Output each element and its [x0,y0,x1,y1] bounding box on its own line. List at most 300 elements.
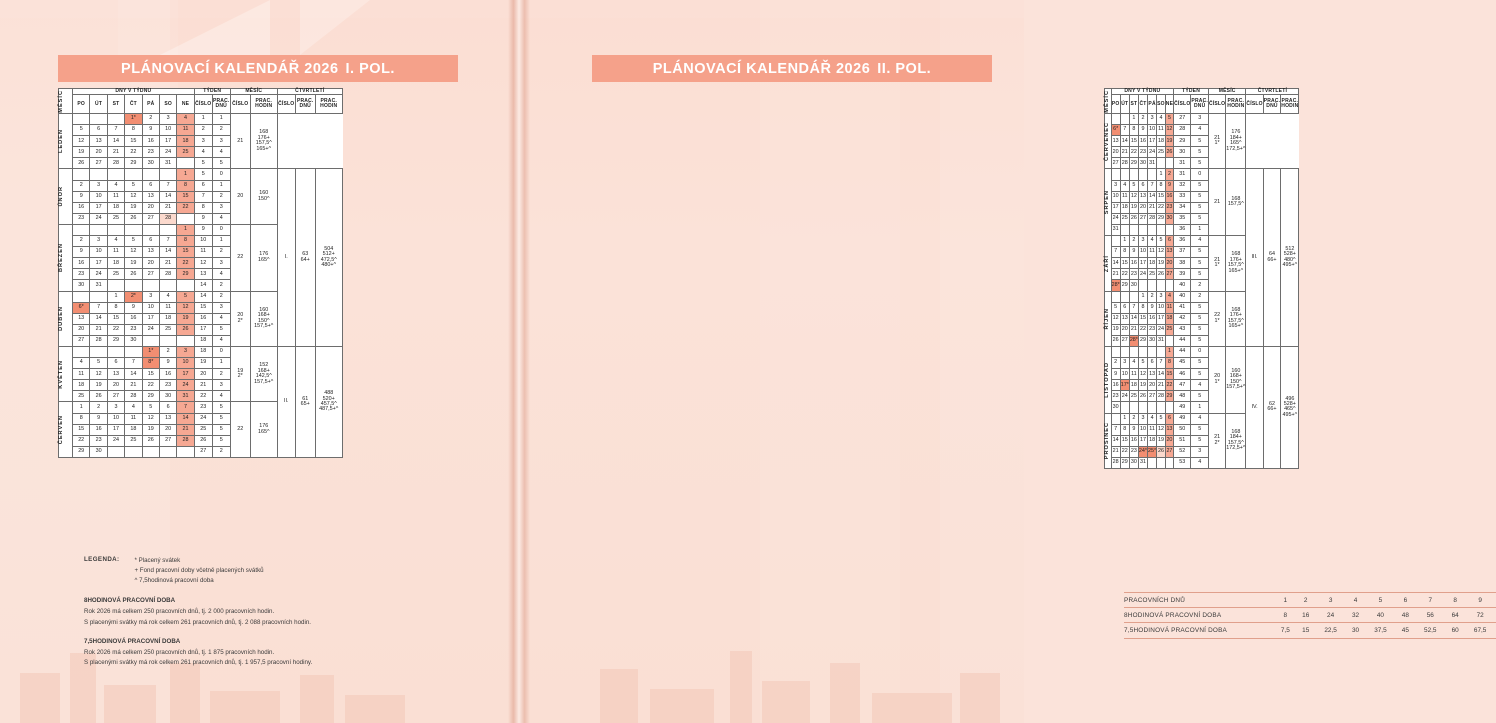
header-week-cislo: ČÍSLO [194,95,212,114]
day-cell: 8 [1120,247,1129,258]
week-number: 33 [1174,191,1191,202]
day-cell [1120,402,1129,413]
day-cell: 11 [125,413,142,424]
day-cell: 21 [107,147,124,158]
day-cell: 10 [1111,191,1120,202]
week-number: 4 [194,147,212,158]
day-cell: 23 [1148,324,1157,335]
day-cell: 16 [1148,313,1157,324]
day-cell: 19 [90,380,107,391]
summary-value: 6 [1396,593,1414,608]
day-cell: 6 [142,180,159,191]
header-week-group: TÝDEN [1174,89,1209,95]
month-workdays: 21 1* [1208,114,1225,169]
day-cell: 15 [1138,313,1147,324]
day-cell: 5 [142,402,159,413]
header-weekday-st: ST [1129,95,1138,114]
day-cell: 17 [1157,313,1166,324]
header-weekday-ne: NE [177,95,194,114]
day-cell: 4 [1120,180,1129,191]
month-workdays: 21 [230,114,250,169]
day-cell: 26 [1129,213,1138,224]
month-workhours: 176 184+ 165^ 172,5+^ [1226,114,1246,169]
summary-row [1124,623,1496,638]
day-cell: 21 [1148,202,1157,213]
calendar-week-row [59,136,343,147]
month-workhours: 160 168+ 150^ 157,5+^ [250,291,277,346]
day-cell: 11 [107,191,124,202]
day-cell: 12 [1157,247,1166,258]
day-cell: 20 [1165,258,1173,269]
calendar-week-row [1105,125,1299,136]
header-week-group: TÝDEN [194,89,230,95]
day-cell: 23 [1129,446,1138,457]
week-number: 32 [1174,180,1191,191]
day-cell: 18 [107,258,124,269]
day-cell: 21 [1111,269,1120,280]
day-cell: 25* [1148,446,1157,457]
day-cell: 16 [1129,258,1138,269]
month-workdays: 21 1* [1208,236,1225,291]
day-cell: 27 [1165,446,1173,457]
week-number: 43 [1174,324,1191,335]
day-cell: 8* [142,358,159,369]
day-cell: 23 [1111,391,1120,402]
calendar-table-second-half [1104,88,1299,469]
day-cell: 23 [1138,147,1147,158]
day-cell: 1 [1120,413,1129,424]
day-cell: 10 [1138,424,1147,435]
day-cell: 21 [159,202,176,213]
day-cell: 8 [73,413,90,424]
day-cell: 4 [107,180,124,191]
day-cell [1148,169,1157,180]
day-cell: 15 [1120,258,1129,269]
month-workhours: 168 176+ 157,5^ 165+^ [250,114,277,169]
day-cell: 29 [1157,213,1166,224]
day-cell: 25 [73,391,90,402]
day-cell: 29 [177,269,194,280]
week-workdays: 5 [1191,136,1209,147]
day-cell: 18 [125,424,142,435]
month-workdays: 21 [1208,169,1225,236]
day-cell [1138,224,1147,235]
day-cell [1148,402,1157,413]
day-cell: 28 [1120,158,1129,169]
month-workdays: 20 [230,169,250,224]
day-cell: 21 [177,424,194,435]
day-cell: 20 [159,424,176,435]
week-number: 26 [194,435,212,446]
header-week-pracdnu: PRAC. DNŮ [1191,95,1209,114]
day-cell [73,169,90,180]
day-cell [142,224,159,235]
day-cell: 5 [1165,114,1173,125]
week-number: 10 [194,236,212,247]
week-workdays: 1 [212,358,230,369]
day-cell [73,224,90,235]
day-cell: 24 [142,324,159,335]
day-cell [1111,291,1120,302]
month-workhours: 160 150^ [250,169,277,224]
left-page-title [58,55,458,82]
day-cell: 14 [1157,369,1166,380]
week-workdays: 0 [212,346,230,357]
summary-value: 5 [1365,593,1397,608]
day-cell: 6 [90,125,107,136]
day-cell: 31 [1111,224,1120,235]
day-cell: 10 [142,302,159,313]
week-workdays: 3 [212,258,230,269]
day-cell: 7 [159,236,176,247]
summary-value: 8 [1446,593,1464,608]
summary-value: 30 [1346,623,1364,638]
day-cell: 11 [1129,369,1138,380]
day-cell: 2 [1138,114,1147,125]
month-label-1: ÚNOR [59,169,73,224]
week-number: 20 [194,369,212,380]
day-cell [73,114,90,125]
day-cell [1165,280,1173,291]
day-cell [1138,280,1147,291]
day-cell [1148,457,1157,468]
week-workdays: 3 [212,380,230,391]
day-cell: 24 [90,213,107,224]
week-number: 35 [1174,213,1191,224]
day-cell: 11 [1157,125,1166,136]
day-cell: 22 [142,380,159,391]
calendar-week-row [59,114,343,125]
week-workdays: 5 [1191,335,1209,346]
day-cell: 22 [177,202,194,213]
day-cell: 23 [159,380,176,391]
day-cell: 13 [159,413,176,424]
header-month: MĚSÍC [1104,89,1110,113]
day-cell: 19 [1111,324,1120,335]
day-cell: 18 [1157,136,1166,147]
day-cell: 7 [1120,125,1129,136]
day-cell [125,280,142,291]
day-cell: 10 [90,191,107,202]
day-cell: 2 [1129,236,1138,247]
header-quarter-group: ČTVRTLETÍ [277,89,342,95]
week-workdays: 4 [212,213,230,224]
week-workdays: 5 [1191,302,1209,313]
day-cell: 24 [159,147,176,158]
day-cell: 15 [73,424,90,435]
day-cell: 7 [90,302,107,313]
calendar-week-row [59,158,343,169]
day-cell: 16 [1138,136,1147,147]
day-cell: 28 [1111,457,1120,468]
week-workdays: 1 [212,114,230,125]
week-number: 38 [1174,258,1191,269]
legend [84,556,476,669]
day-cell [125,169,142,180]
day-cell: 26 [1138,391,1147,402]
week-workdays: 4 [1191,125,1209,136]
day-cell: 14 [1129,313,1138,324]
header-month-prachodin: PRAC. HODIN [250,95,277,114]
week-number: 22 [194,391,212,402]
calendar-week-row [1105,158,1299,169]
week-workdays: 4 [212,269,230,280]
summary-value: 7,5 [1274,623,1297,638]
day-cell: 21 [90,324,107,335]
day-cell: 15 [107,313,124,324]
day-cell: 5 [1111,302,1120,313]
summary-value: 8 [1274,608,1297,623]
day-cell: 26 [1157,446,1166,457]
month-workhours: 168 176+ 157,5^ 165+^ [1226,236,1246,291]
day-cell: 25 [1120,213,1129,224]
day-cell: 24 [1148,147,1157,158]
day-cell: 12 [125,247,142,258]
day-cell: 30 [1129,280,1138,291]
day-cell: 13 [90,136,107,147]
day-cell [1129,169,1138,180]
day-cell [90,169,107,180]
week-number: 17 [194,324,212,335]
legend-line: + Fond pracovní doby včetně placených svátků [134,567,264,575]
header-month-cislo: ČÍSLO [230,95,250,114]
legend-blocks [84,596,476,668]
day-cell: 6 [1165,236,1173,247]
week-number: 12 [194,258,212,269]
day-cell: 2 [90,402,107,413]
day-cell [1120,114,1129,125]
week-number: 44 [1174,335,1191,346]
day-cell: 24 [1120,391,1129,402]
day-cell: 26 [73,158,90,169]
day-cell: 17* [1120,380,1129,391]
day-cell: 2 [1165,169,1173,180]
month-workdays: 20 1* [1208,346,1225,413]
week-workdays: 5 [1191,324,1209,335]
day-cell: 18 [1120,202,1129,213]
day-cell: 25 [107,213,124,224]
week-number: 9 [194,213,212,224]
day-cell: 29 [1120,457,1129,468]
day-cell: 30 [1165,213,1173,224]
day-cell: 12 [1111,313,1120,324]
month-workdays: 21 2* [1208,413,1225,468]
summary-value: 72 [1464,608,1496,623]
day-cell [1129,402,1138,413]
day-cell: 29 [1165,391,1173,402]
day-cell: 19 [1129,202,1138,213]
day-cell: 17 [177,369,194,380]
day-cell: 12 [177,302,194,313]
week-number: 18 [194,335,212,346]
day-cell: 4 [1157,114,1166,125]
day-cell: 2 [142,114,159,125]
calendar-week-row [1105,136,1299,147]
day-cell: 20 [73,324,90,335]
day-cell: 11 [1165,302,1173,313]
day-cell [1129,224,1138,235]
day-cell: 7 [1129,302,1138,313]
day-cell: 7 [159,180,176,191]
summary-value: 2 [1297,593,1315,608]
day-cell: 12 [125,191,142,202]
day-cell: 27 [90,158,107,169]
day-cell: 18 [1165,313,1173,324]
day-cell [90,224,107,235]
day-cell: 14 [1111,435,1120,446]
week-workdays: 5 [1191,435,1209,446]
week-number: 5 [194,158,212,169]
day-cell: 8 [1157,180,1166,191]
day-cell: 1 [1165,346,1173,357]
week-workdays: 0 [212,169,230,180]
header-weekday-čt: ČT [1138,95,1147,114]
day-cell: 11 [177,125,194,136]
left-title-sub: I. POL. [345,60,395,77]
summary-value: 32 [1346,608,1364,623]
summary-label: 7,5HODINOVÁ PRACOVNÍ DOBA [1124,623,1274,638]
day-cell: 15 [142,369,159,380]
day-cell: 13 [1111,136,1120,147]
day-cell: 26 [142,435,159,446]
day-cell: 12 [90,369,107,380]
day-cell: 30 [73,280,90,291]
header-weekday-po: PO [73,95,90,114]
day-cell [1148,280,1157,291]
day-cell [177,213,194,224]
week-number: 51 [1174,435,1191,446]
day-cell [125,346,142,357]
week-number: 8 [194,202,212,213]
day-cell: 26 [90,391,107,402]
day-cell: 27 [142,213,159,224]
day-cell [1129,346,1138,357]
week-number: 31 [1174,158,1191,169]
day-cell: 27 [1111,158,1120,169]
day-cell: 31 [1157,335,1166,346]
day-cell: 7 [1111,424,1120,435]
week-number: 40 [1174,280,1191,291]
day-cell: 15 [1120,435,1129,446]
week-workdays: 2 [212,369,230,380]
day-cell: 28 [159,269,176,280]
day-cell: 28* [1111,280,1120,291]
day-cell: 3 [177,346,194,357]
day-cell: 10 [90,247,107,258]
header-weekday-so: SO [159,95,176,114]
week-workdays: 5 [212,424,230,435]
week-number: 36 [1174,224,1191,235]
day-cell: 27 [159,435,176,446]
day-cell: 31 [1148,158,1157,169]
day-cell: 12 [73,136,90,147]
week-workdays: 2 [212,291,230,302]
day-cell: 24 [107,435,124,446]
day-cell: 19 [177,313,194,324]
day-cell [107,446,124,457]
day-cell: 14 [159,191,176,202]
day-cell: 19 [1165,136,1173,147]
day-cell: 22 [1120,269,1129,280]
header-weekday-čt: ČT [125,95,142,114]
day-cell: 28 [159,213,176,224]
day-cell [159,446,176,457]
day-cell [177,335,194,346]
day-cell [142,169,159,180]
summary-value: 4 [1346,593,1364,608]
week-workdays: 5 [1191,269,1209,280]
day-cell: 4 [73,358,90,369]
day-cell: 28 [107,158,124,169]
day-cell: 21 [1111,446,1120,457]
header-quarter-pracdnu: PRAC. DNŮ [1263,95,1281,114]
month-label-0: LEDEN [59,114,73,169]
legend-block-line: Rok 2026 má celkem 250 pracovních dnů, tj. 1 875 pracovních hodin. [84,648,275,656]
day-cell: 23 [73,213,90,224]
day-cell [107,346,124,357]
summary-value: 16 [1297,608,1315,623]
day-cell: 28 [177,435,194,446]
day-cell: 18 [73,380,90,391]
day-cell: 8 [107,302,124,313]
day-cell: 5 [177,291,194,302]
day-cell: 26 [1165,147,1173,158]
day-cell: 12 [1165,125,1173,136]
day-cell: 10 [1138,247,1147,258]
day-cell: 6* [73,302,90,313]
week-workdays: 5 [1191,247,1209,258]
day-cell: 6 [1148,358,1157,369]
day-cell [1111,346,1120,357]
week-number: 14 [194,280,212,291]
day-cell: 26 [1111,335,1120,346]
week-number: 44 [1174,346,1191,357]
day-cell: 16 [1111,380,1120,391]
day-cell: 11 [73,369,90,380]
day-cell [107,114,124,125]
quarter-workdays: 63 64+ [295,169,315,347]
day-cell: 30 [142,158,159,169]
day-cell: 15 [1157,191,1166,202]
legend-block-line: S placenými svátky má rok celkem 261 pracovních dnů, tj. 2 088 pracovních hodin. [84,618,311,626]
day-cell: 20 [1120,324,1129,335]
summary-value: 22,5 [1315,623,1347,638]
week-workdays: 5 [1191,147,1209,158]
quarter-workhours: 512 528+ 480^ 495+^ [1281,169,1299,347]
day-cell: 26 [125,213,142,224]
week-workdays: 2 [1191,291,1209,302]
header-weekday-po: PO [1111,95,1120,114]
day-cell: 5 [90,358,107,369]
summary-value: 37,5 [1365,623,1397,638]
day-cell: 7 [1111,247,1120,258]
summary-row [1124,593,1496,608]
day-cell: 1* [125,114,142,125]
month-workdays: 22 [230,224,250,291]
month-workhours: 176 165^ [250,224,277,291]
week-workdays: 0 [1191,346,1209,357]
day-cell: 22 [73,435,90,446]
day-cell: 6 [107,358,124,369]
day-cell: 3 [1138,413,1147,424]
day-cell: 27 [142,269,159,280]
week-number: 48 [1174,391,1191,402]
summary-row [1124,608,1496,623]
day-cell: 30 [1148,335,1157,346]
day-cell [1138,402,1147,413]
month-label-0: ČERVENEC [1105,114,1112,169]
day-cell: 22 [1129,147,1138,158]
